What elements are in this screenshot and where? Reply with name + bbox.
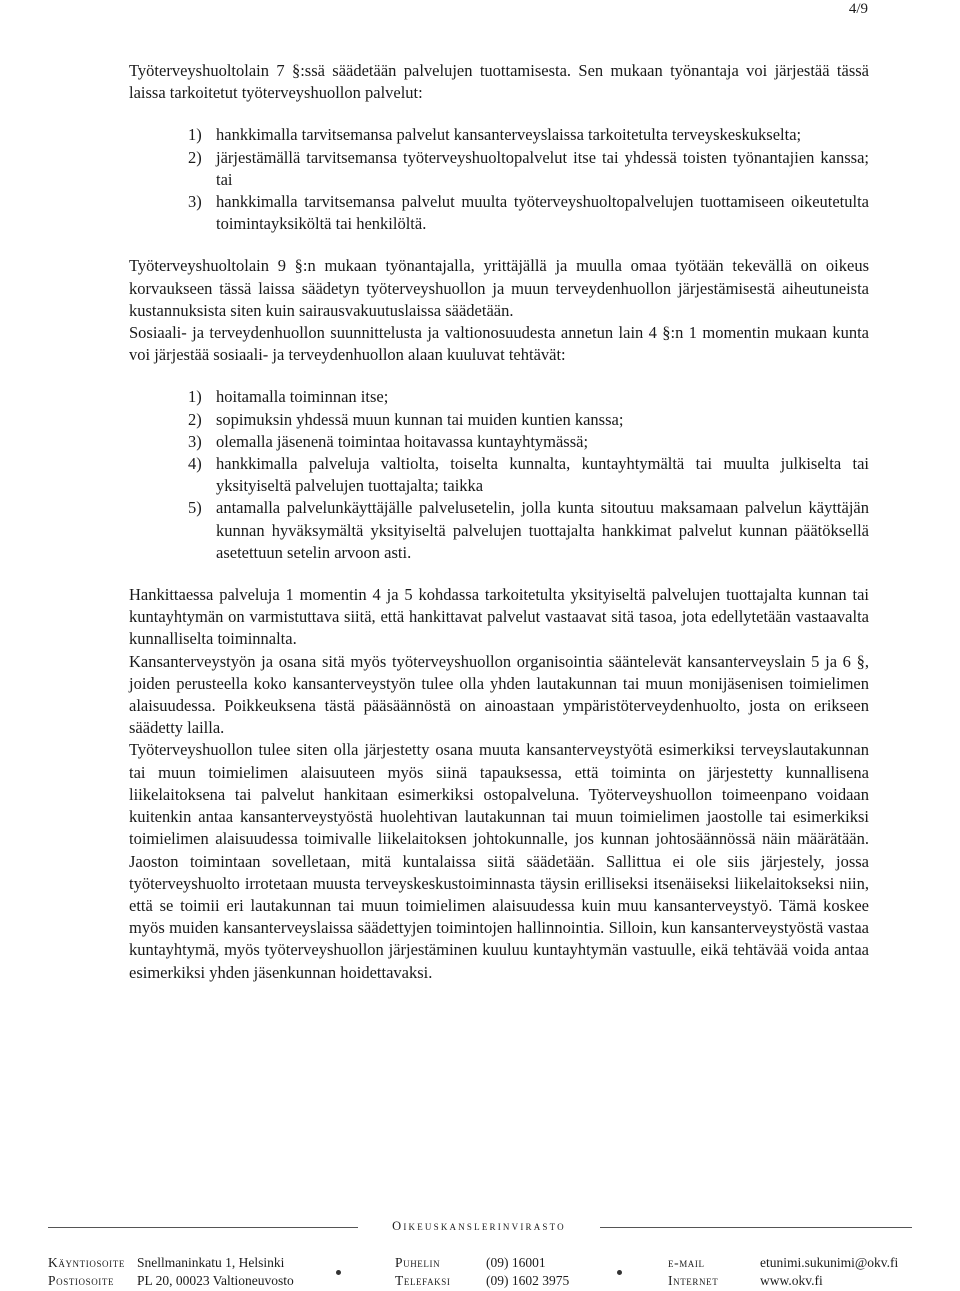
list-item — [188, 124, 869, 146]
website-link[interactable]: www.okv.fi — [760, 1273, 823, 1288]
phone-label: Puhelin — [395, 1255, 441, 1270]
agency-name: Oikeuskanslerinvirasto — [392, 1219, 566, 1233]
email-label-cell — [668, 1254, 705, 1272]
list-item — [188, 147, 869, 191]
list-item-text: antamalla palvelunkäyttäjälle palvelusetelin, jolla kunta sitoutuu maksamaan palvelun käyttäjän kunnan hyväksymältä yksityiseltä palvelujen tuottajalta hankkimat palvelut kunnan päätöksellä asetettuun setelin arvoon asti. — [216, 498, 869, 562]
paragraph: Työterveyshuoltolain 7 §:ssä säädetään palvelujen tuottamisesta. Sen mukaan työnantaja voi järjestää tässä laissa tarkoitetut työterveyshuollon palvelut: — [129, 61, 869, 103]
footer-rule-right — [600, 1227, 912, 1228]
numbered-list — [129, 124, 869, 235]
post-address-label-cell — [48, 1272, 114, 1290]
fax-label-cell — [395, 1272, 450, 1290]
document-body — [129, 60, 869, 984]
list-item-number: 3) — [188, 431, 202, 451]
visit-address-label-cell — [48, 1254, 125, 1272]
paragraph: Sosiaali- ja terveydenhuollon suunnittelusta ja valtionosuudesta annetun lain 4 §:n 1 momentin mukaan kunta voi järjestää sosiaali- ja terveydenhuollon alaan kuuluvat tehtävät: — [129, 323, 869, 365]
list-item-number: 1) — [188, 387, 202, 407]
post-address-label: Postiosoite — [48, 1273, 115, 1288]
list-item — [188, 431, 869, 453]
email-link[interactable]: etunimi.sukunimi@okv.fi — [760, 1255, 899, 1270]
paragraph: Työterveyshuollon tulee siten olla järjestetty osana muuta kansanterveystyötä esimerkiksi terveyslautakunnan tai muun toimielimen alaisuuteen myös siinä tapauksessa, että toiminta on järjestetty kunnallisena liikelaitoksena tai palvelut hankitaan esimerkiksi ostopalveluna. Työterveyshuollon toimeenpano voidaan kuitenkin antaa kansanterveystyöstä huolehtivan lautakunnan tai muun toimielimen jaostolle tai esimerkiksi toimielimen alaisuudessa toimivalle liikelaitoksen johtokunnalle, jos kunnan johtosäännössä näin määrätään. Jaoston toimintaan sovelletaan, mitä kuntalaissa siitä säädetään. Sallittua ei ole siis järjestely, jossa työterveyshuolto irrotetaan muusta terveyskeskustoiminnasta täysin erilliseksi itsenäiseksi liikelaitokseksi niin, että se toimii eri lautakunnan tai muun toimielimen alaisuudessa kuin muu kansanterveystyö. Tämä koskee myös muiden kansanterveyslaissa säädettyjen toimintojen hallinnointia. Silloin, kun kansanterveystyöstä vastaa kuntayhtymä, myös työterveyshuollon järjestäminen kuuluu kuntayhtymän vastuulle, eikä tehtävää voida antaa esimerkiksi yhden jäsenkunnan hoidettavaksi. — [129, 740, 869, 982]
list-item — [188, 386, 869, 408]
list-item-number: 1) — [188, 125, 202, 145]
fax-number: (09) 1602 3975 — [486, 1273, 570, 1288]
list-item-text: sopimuksin yhdessä muun kunnan tai muiden kuntien kanssa; — [216, 409, 624, 429]
visit-address: Snellmaninkatu 1, Helsinki — [137, 1255, 285, 1270]
list-item — [188, 191, 869, 235]
list-item — [188, 453, 869, 497]
paragraph: Hankittaessa palveluja 1 momentin 4 ja 5 kohdassa tarkoitetulta yksityiseltä palvelujen tuottajalta kunnan tai kuntayhtymän on varmistuttava siitä, että hankittavat palvelut vastaavat sitä tasoa, jota edellytetään vastaavalta kunnalliselta toiminnalta. — [129, 585, 869, 649]
email-label: e-mail — [668, 1255, 705, 1270]
numbered-list — [129, 386, 869, 564]
footer-rule-left — [48, 1227, 358, 1228]
phone-number: (09) 16001 — [486, 1255, 546, 1270]
post-address: PL 20, 00023 Valtioneuvosto — [137, 1273, 294, 1288]
internet-label-cell — [668, 1272, 718, 1290]
list-item-text: hankkimalla tarvitsemansa palvelut muulta työterveyshuoltopalvelujen tuottamiseen oikeutetulta toimintayksiköltä tai henkilöltä. — [216, 192, 869, 234]
list-item — [188, 497, 869, 564]
list-item-number: 3) — [188, 192, 202, 212]
visit-address-label: Käyntiosoite — [48, 1255, 125, 1270]
footer — [0, 1210, 960, 1291]
list-item-text: olemalla jäsenenä toimintaa hoitavassa kuntayhtymässä; — [216, 431, 589, 451]
list-item-number: 4) — [188, 454, 202, 474]
paragraph: Kansanterveystyön ja osana sitä myös työterveyshuollon organisointia sääntelevät kansanterveyslain 5 ja 6 §, joiden perusteella koko kansanterveystyön tulee olla yhden lautakunnan tai muun monijäsenisen toimielimen alaisuudessa. Poikkeuksena tästä pääsäännöstä on ainoastaan ympäristöterveydenhuolto, josta on erikseen säädetty lailla. — [129, 651, 869, 738]
list-item-number: 2) — [188, 147, 202, 167]
paragraph: Työterveyshuoltolain 9 §:n mukaan työnantajalla, yrittäjällä ja muulla omaa työtään tekevällä on oikeus korvaukseen tässä laissa säädetyn työterveyshuollon ja muun terveydenhuollon järjestämisestä aiheutuneista kustannuksista siten kuin sairausvakuutuslaissa säädetään. — [129, 256, 869, 320]
list-item-text: hankkimalla tarvitsemansa palvelut kansanterveyslaissa tarkoitetulta terveyskeskukselta; — [216, 125, 802, 145]
footer-bullet-icon — [336, 1270, 341, 1275]
list-item-text: järjestämällä tarvitsemansa työterveyshuoltopalvelut itse tai yhdessä toisten työnantajien kanssa; tai — [216, 147, 869, 189]
list-item — [188, 409, 869, 431]
internet-label: Internet — [668, 1273, 719, 1288]
list-item-number: 5) — [188, 498, 202, 518]
list-item-text: hankkimalla palveluja valtiolta, toiselta kunnalta, kuntayhtymältä tai muulta julkiselta tai yksityiseltä palvelujen tuottajalta; taikka — [216, 454, 869, 496]
page-number: 4/9 — [848, 1, 868, 17]
phone-label-cell — [395, 1254, 440, 1272]
footer-bullet-icon — [617, 1270, 622, 1275]
fax-label: Telefaksi — [395, 1273, 451, 1288]
list-item-text: hoitamalla toiminnan itse; — [216, 387, 389, 407]
list-item-number: 2) — [188, 409, 202, 429]
